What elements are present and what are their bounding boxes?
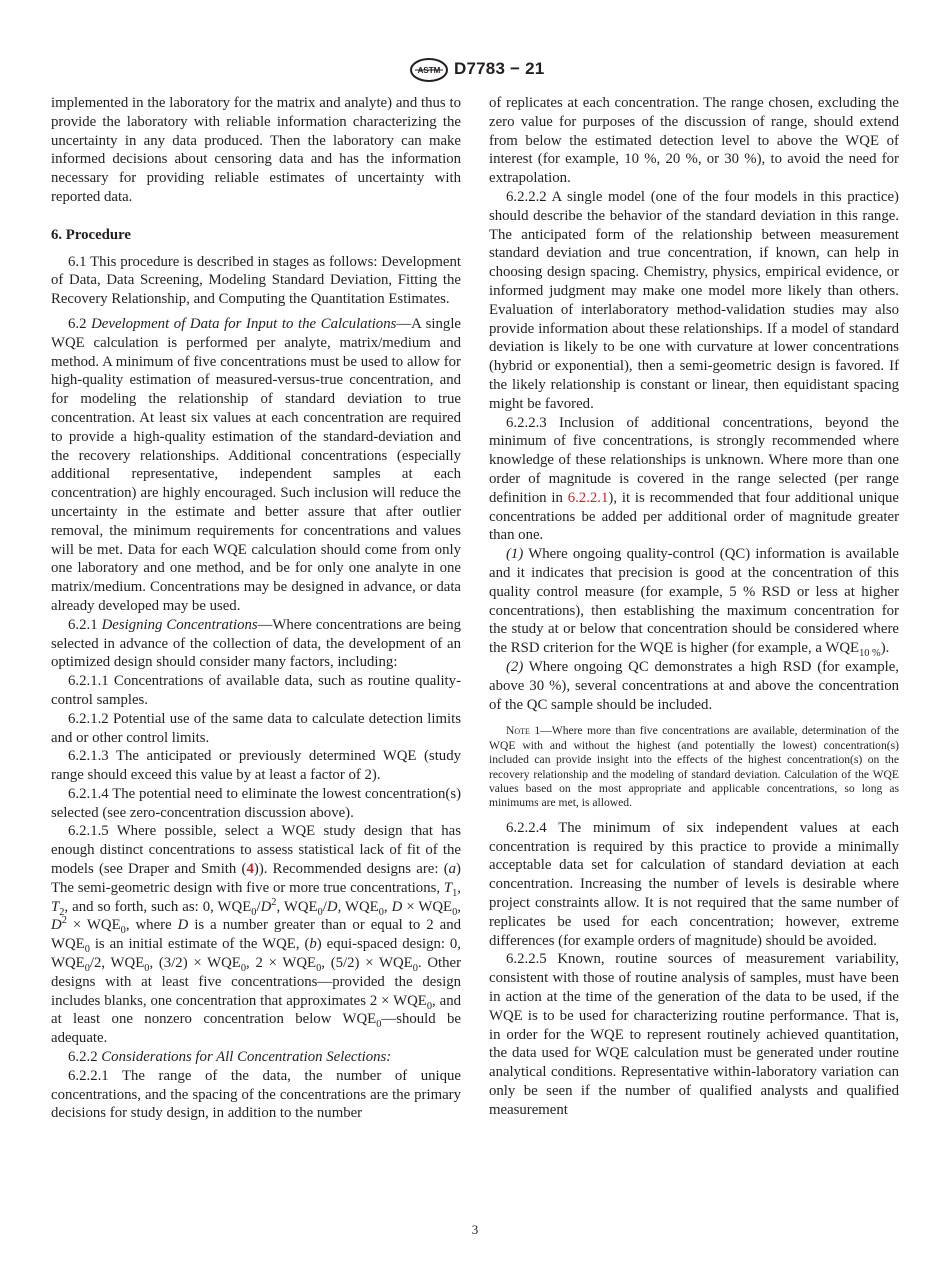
paragraph-6-2-2: 6.2.2 Considerations for All Concentration Selections: <box>68 1049 392 1066</box>
paragraph-6-2-1-5: 6.2.1.5 Where possible, select a WQE study design that has enough distinct concentrations to assess statistical lack of fit of the models (see Draper and Smith (4)). Recommended designs are: (a) The semi-geometric design with five or more true concentrations, $T_1$, $T_2$, and so forth, such as: 0, $WQE_0/D^2$, $WQE_0/D$, $WQE_0$, $D \times WQE_0$, $D^2 \times WQE_0$, where D is a number greater than or equal to 2 and $WQE_0$ is an initial estimate of the WQE, (b) equi-spaced design: 0, $WQE_0/2$, $WQE_0$, $(3/2) \times WQE_0$, $2 \times WQE_0$, $(5/2) \times WQE_0$. Other designs with at least five concentrations—provided the design includes blanks, one concentration that approximates $2 \times WQE_0$, and at least one nonzero concentration below $WQE_0—should$ be adequate. <box>51 823 462 1047</box>
paragraph-6-2-1-4: 6.2.1.4 The potential need to eliminate the lowest concentration(s) selected (see zero-concentration discussion above). <box>51 785 461 821</box>
page-number: 3 <box>471 1222 479 1237</box>
reference-link-4[interactable]: 4 <box>246 861 254 878</box>
page-header <box>0 58 950 84</box>
paragraph-6-2-1: 6.2.1 Designing Concentrations—Where concentrations are being selected in advance of the collection of data, the development of an optimized design should consider many factors, including: <box>51 616 461 671</box>
astm-logo-icon <box>409 58 449 82</box>
logo-text: ASTM <box>417 66 441 75</box>
paragraph-6-2-1-2: 6.2.1.2 Potential use of the same data to calculate detection limits and or other control limits. <box>51 710 461 746</box>
subsection-title: Designing Concentrations <box>101 616 258 633</box>
paragraph-6-2: 6.2 Development of Data for Input to the Calculations—A single WQE calculation is performed per analyte, matrix/medium and method. A minimum of five concentrations must be used to allow for high-quality estimation of measured-versus-true concentration, and for modeling the relationship of standard deviation to true concentration. At least six values at each concentration are required to provide a high-quality estimation of the standard-deviation and the recovery relationships. Additional concentrations (especially additional representative, independent samples at each concentration) are highly encouraged. Such inclusion will reduce the uncertainty in the estimate and better assure that after outlier removal, the minimum requirements for concentrations and values will be met. Data for each WQE calculation should come from only one laboratory and one method, and be for only one analyte in one matrix/medium. Concentrations may be designed in advance, or data already developed may be used. <box>51 315 461 614</box>
paragraph-6-1: 6.1 This procedure is described in stages as follows: Development of Data, Data Screening, Modeling Standard Deviation, Fitting the Recovery Relationship, and Computing the Quantitation Estimates. <box>51 253 461 308</box>
note-1: Note 1—Where more than five concentrations are available, determination of the WQE with and without the highest (and potentially the lowest) concentration(s) included can provide insight into the effects of the highest concentration(s) on the recovery relationship and the modeling of standard deviation. Calculation of the WQE values based on the most appropriate and applicable concentrations, so long as minimums are met, is allowed. <box>489 724 899 810</box>
paragraph-continued: implemented in the laboratory for the matrix and analyte) and thus to provide the laboratory with reliable information characterizing the uncertainty in any data produced. Then the laboratory can make informed decisions about censoring data and has the information necessary for providing reliable estimates of uncertainty with reported data. <box>51 95 461 205</box>
subsection-title: Development of Data for Input to the Calculations <box>91 315 397 332</box>
note-label: Note 1 <box>506 724 541 738</box>
paragraph-6-2-2-2: 6.2.2.2 A single model (one of the four models in this practice) should describe the behavior of the standard deviation in this range. The anticipated form of the relationship between measurement standard deviation and true concentration, if known, can help in choosing design spacing. Chemistry, physics, empirical evidence, or informed judgment may make one model more likely than others. Evaluation of interlaboratory method-validation studies may also provide information about these relationships. If a model of standard deviation is likely to be one with curvature at lower concentrations (hybrid or exponential), then a semi-geometric design is favored. If the likely relationship is constant or linear, then equidistant spacing might be favored. <box>489 188 899 412</box>
list-item-1: (1) Where ongoing quality-control (QC) information is available and it indicates that precision is good at the concentration of this quality control measure (for example, 5 % RSD or less at higher concentrations), then establishing the maximum concentration for the study at or below that concentration should be considered where the RSD criterion for the WQE is higher (for example, a $WQE_{10 \%}$). <box>489 546 899 660</box>
section-heading-procedure: 6. Procedure <box>51 226 131 243</box>
paragraph-6-2-2-1: 6.2.2.1 The range of the data, the number of unique concentrations, and the spacing of the concentrations are the primary decisions for study design, in addition to the number <box>51 1067 461 1122</box>
paragraph-6-2-2-5: 6.2.2.5 Known, routine sources of measurement variability, consistent with those of routine analysis of samples, must have been in action at the time of the generation of the data to be used, if the WQE is to be used for characterizing routine performance. That is, in order for the WQE to represent routinely achieved quantitation, the data used for WQE calculation must be generated under routine analytical conditions. Representative within-laboratory variation can only be seen if the number of qualified analysts and qualified measurement <box>489 951 899 1118</box>
right-column <box>489 94 899 1119</box>
paragraph-6-2-1-1: 6.2.1.1 Concentrations of available data, such as routine quality-control samples. <box>51 673 461 708</box>
subsection-title: Considerations for All Concentration Selections: <box>101 1049 392 1066</box>
paragraph-6-2-2-4: 6.2.2.4 The minimum of six independent values at each concentration is required by this practice to provide a minimally acceptable data set for calculation of standard deviation at each concentration. Increasing the number of levels is desirable where project constraints allow. It is not required that the same number of replicates be used for each concentration; however, extreme differences (for example orders of magnitude) should be avoided. <box>489 819 899 949</box>
left-column <box>51 94 461 1123</box>
document-designation: D7783 − 21 <box>454 59 545 78</box>
cross-reference-link[interactable]: 6.2.2.1 <box>567 489 609 506</box>
list-item-2: (2) Where ongoing QC demonstrates a high RSD (for example, above 30 %), several concentrations at and above the concentration of the QC sample should be included. <box>489 658 899 713</box>
paragraph-6-2-1-3: 6.2.1.3 The anticipated or previously determined WQE (study range should exceed this value by at least a factor of 2). <box>51 748 461 784</box>
paragraph-6-2-2-3: 6.2.2.3 Inclusion of additional concentrations, beyond the minimum of five concentrations, is strongly recommended where knowledge of these relationships is unknown. Where more than one order of magnitude is covered in the range selected (per range definition in 6.2.2.1), it is recommended that four additional unique concentrations be added per additional order of magnitude greater than one. <box>489 414 899 544</box>
paragraph-continued: of replicates at each concentration. The range chosen, excluding the zero value for purposes of the discussion of range, should extend from below the estimated detection level to above the WQE of interest (for example, 10 %, 20 %, or 30 %), to avoid the need for extrapolation. <box>489 95 899 187</box>
